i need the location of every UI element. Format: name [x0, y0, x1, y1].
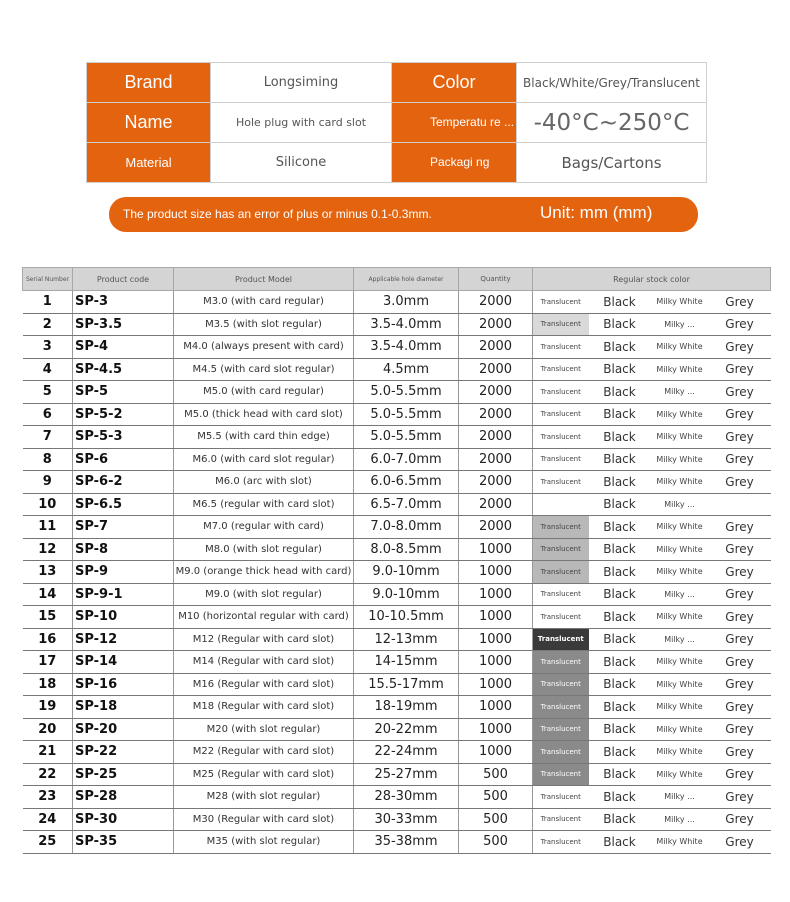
translucent-color-cell: Translucent: [533, 651, 589, 674]
translucent-color-cell: Translucent: [533, 718, 589, 741]
product-model-cell: M22 (Regular with card slot): [174, 741, 354, 764]
black-color-cell: Black: [589, 516, 651, 539]
serial-number-cell: 19: [23, 696, 73, 719]
product-code-cell: SP-28: [73, 786, 174, 809]
milky-white-color-cell: Milky White: [651, 561, 709, 584]
table-row: [23, 403, 771, 426]
milky-white-color-cell: Milky White: [651, 336, 709, 359]
hole-diameter-cell: 9.0-10mm: [354, 561, 459, 584]
product-code-cell: SP-5-2: [73, 403, 174, 426]
product-model-cell: M6.0 (arc with slot): [174, 471, 354, 494]
milky-white-color-cell: Milky White: [651, 403, 709, 426]
product-model-cell: M7.0 (regular with card): [174, 516, 354, 539]
grey-color-cell: Grey: [709, 448, 771, 471]
quantity-cell: 1000: [459, 718, 533, 741]
serial-number-cell: 14: [23, 583, 73, 606]
stock-color-header: Regular stock color: [533, 268, 771, 291]
black-color-cell: Black: [589, 831, 651, 854]
quantity-cell: 1000: [459, 673, 533, 696]
product-model-cell: M5.5 (with card thin edge): [174, 426, 354, 449]
product-code-cell: SP-4: [73, 336, 174, 359]
grey-color-cell: Grey: [709, 606, 771, 629]
milky-white-color-cell: Milky White: [651, 831, 709, 854]
product-model-cell: M12 (Regular with card slot): [174, 628, 354, 651]
quantity-cell: 2000: [459, 426, 533, 449]
grey-color-cell: Grey: [709, 313, 771, 336]
milky-white-color-cell: Milky White: [651, 538, 709, 561]
milky-white-color-cell: Milky White: [651, 696, 709, 719]
quantity-cell: 1000: [459, 696, 533, 719]
hole-diameter-cell: 12-13mm: [354, 628, 459, 651]
quantity-cell: 1000: [459, 538, 533, 561]
product-model-cell: M6.0 (with card slot regular): [174, 448, 354, 471]
product-code-cell: SP-25: [73, 763, 174, 786]
table-row: [23, 516, 771, 539]
milky-white-color-cell: Milky ...: [651, 786, 709, 809]
hole-diameter-cell: 8.0-8.5mm: [354, 538, 459, 561]
translucent-color-cell: Translucent: [533, 448, 589, 471]
table-row: [23, 718, 771, 741]
product-model-cell: M5.0 (thick head with card slot): [174, 403, 354, 426]
black-color-cell: Black: [589, 336, 651, 359]
unit-note: Unit: mm (mm): [540, 203, 653, 222]
product-code-cell: SP-3: [73, 291, 174, 314]
translucent-color-cell: Translucent: [533, 673, 589, 696]
name-value: Hole plug with card slot: [211, 103, 392, 143]
product-code-cell: SP-18: [73, 696, 174, 719]
black-color-cell: Black: [589, 403, 651, 426]
hole-diameter-cell: 14-15mm: [354, 651, 459, 674]
grey-color-cell: Grey: [709, 696, 771, 719]
grey-color-cell: Grey: [709, 786, 771, 809]
black-color-cell: Black: [589, 696, 651, 719]
serial-number-cell: 8: [23, 448, 73, 471]
milky-white-color-cell: Milky ...: [651, 381, 709, 404]
translucent-color-cell: Translucent: [533, 403, 589, 426]
hole-diameter-cell: 3.0mm: [354, 291, 459, 314]
grey-color-cell: Grey: [709, 426, 771, 449]
milky-white-color-cell: Milky ...: [651, 313, 709, 336]
size-notice-banner: [109, 197, 698, 232]
serial-number-cell: 23: [23, 786, 73, 809]
table-row: [23, 426, 771, 449]
grey-color-cell: Grey: [709, 471, 771, 494]
black-color-cell: Black: [589, 561, 651, 584]
grey-color-cell: Grey: [709, 516, 771, 539]
product-code-cell: SP-9: [73, 561, 174, 584]
milky-white-color-cell: Milky White: [651, 516, 709, 539]
milky-white-color-cell: Milky White: [651, 763, 709, 786]
milky-white-color-cell: Milky White: [651, 718, 709, 741]
serial-number-cell: 15: [23, 606, 73, 629]
hole-diameter-cell: 7.0-8.0mm: [354, 516, 459, 539]
quantity-cell: 2000: [459, 336, 533, 359]
serial-number-cell: 20: [23, 718, 73, 741]
quantity-cell: 2000: [459, 358, 533, 381]
translucent-color-cell: Translucent: [533, 313, 589, 336]
serial-number-cell: 2: [23, 313, 73, 336]
table-row: [23, 808, 771, 831]
translucent-color-cell: Translucent: [533, 336, 589, 359]
black-color-cell: Black: [589, 448, 651, 471]
product-code-cell: SP-9-1: [73, 583, 174, 606]
table-row: [23, 313, 771, 336]
serial-number-cell: 18: [23, 673, 73, 696]
translucent-color-cell: Translucent: [533, 426, 589, 449]
quantity-header: Quantity: [459, 268, 533, 291]
milky-white-color-cell: Milky White: [651, 606, 709, 629]
name-label: Name: [87, 103, 211, 143]
black-color-cell: Black: [589, 381, 651, 404]
product-model-cell: M9.0 (orange thick head with card): [174, 561, 354, 584]
serial-number-cell: 16: [23, 628, 73, 651]
product-code-cell: SP-6-2: [73, 471, 174, 494]
quantity-cell: 1000: [459, 583, 533, 606]
product-code-cell: SP-5: [73, 381, 174, 404]
black-color-cell: Black: [589, 651, 651, 674]
serial-number-cell: 1: [23, 291, 73, 314]
black-color-cell: Black: [589, 763, 651, 786]
grey-color-cell: Grey: [709, 628, 771, 651]
product-code-cell: SP-12: [73, 628, 174, 651]
hole-diameter-cell: 5.0-5.5mm: [354, 403, 459, 426]
quantity-cell: 2000: [459, 291, 533, 314]
translucent-color-cell: Translucent: [533, 606, 589, 629]
temperature-label: Temperatu re ...: [392, 103, 517, 143]
quantity-cell: 2000: [459, 403, 533, 426]
milky-white-color-cell: Milky White: [651, 358, 709, 381]
serial-number-cell: 24: [23, 808, 73, 831]
quantity-cell: 2000: [459, 493, 533, 516]
serial-number-cell: 10: [23, 493, 73, 516]
quantity-cell: 1000: [459, 561, 533, 584]
product-code-cell: SP-6.5: [73, 493, 174, 516]
serial-number-cell: 9: [23, 471, 73, 494]
black-color-cell: Black: [589, 493, 651, 516]
quantity-cell: 500: [459, 786, 533, 809]
quantity-cell: 1000: [459, 741, 533, 764]
milky-white-color-cell: Milky ...: [651, 493, 709, 516]
table-row: [23, 493, 771, 516]
serial-number-header: Serial Number: [23, 268, 73, 291]
product-code-cell: SP-20: [73, 718, 174, 741]
translucent-color-cell: Translucent: [533, 561, 589, 584]
quantity-cell: 500: [459, 831, 533, 854]
black-color-cell: Black: [589, 606, 651, 629]
translucent-color-cell: [533, 493, 589, 516]
grey-color-cell: [709, 493, 771, 516]
product-code-cell: SP-35: [73, 831, 174, 854]
table-row: [23, 538, 771, 561]
product-code-cell: SP-10: [73, 606, 174, 629]
color-value: Black/White/Grey/Translucent: [517, 63, 707, 103]
hole-diameter-cell: 6.0-6.5mm: [354, 471, 459, 494]
black-color-cell: Black: [589, 426, 651, 449]
material-value: Silicone: [211, 143, 392, 183]
product-code-cell: SP-30: [73, 808, 174, 831]
milky-white-color-cell: Milky White: [651, 673, 709, 696]
product-code-header: Product code: [73, 268, 174, 291]
hole-diameter-cell: 6.0-7.0mm: [354, 448, 459, 471]
table-row: [23, 358, 771, 381]
hole-diameter-cell: 15.5-17mm: [354, 673, 459, 696]
product-model-cell: M14 (Regular with card slot): [174, 651, 354, 674]
product-model-cell: M35 (with slot regular): [174, 831, 354, 854]
grey-color-cell: Grey: [709, 561, 771, 584]
black-color-cell: Black: [589, 291, 651, 314]
product-model-cell: M18 (Regular with card slot): [174, 696, 354, 719]
table-row: [23, 381, 771, 404]
product-code-cell: SP-4.5: [73, 358, 174, 381]
table-row: [23, 831, 771, 854]
black-color-cell: Black: [589, 583, 651, 606]
product-model-cell: M10 (horizontal regular with card): [174, 606, 354, 629]
brand-label: Brand: [87, 63, 211, 103]
serial-number-cell: 11: [23, 516, 73, 539]
grey-color-cell: Grey: [709, 741, 771, 764]
black-color-cell: Black: [589, 718, 651, 741]
table-row: [23, 696, 771, 719]
table-row: [23, 583, 771, 606]
black-color-cell: Black: [589, 628, 651, 651]
table-row: [23, 606, 771, 629]
product-model-header: Product Model: [174, 268, 354, 291]
translucent-color-cell: Translucent: [533, 516, 589, 539]
translucent-color-cell: Translucent: [533, 831, 589, 854]
product-model-cell: M5.0 (with card regular): [174, 381, 354, 404]
serial-number-cell: 4: [23, 358, 73, 381]
serial-number-cell: 12: [23, 538, 73, 561]
grey-color-cell: Grey: [709, 291, 771, 314]
table-row: [23, 471, 771, 494]
spec-table: [86, 62, 707, 183]
material-label: Material: [87, 143, 211, 183]
product-model-cell: M25 (Regular with card slot): [174, 763, 354, 786]
product-model-cell: M3.0 (with card regular): [174, 291, 354, 314]
product-table: [22, 267, 771, 854]
product-code-cell: SP-22: [73, 741, 174, 764]
product-code-cell: SP-14: [73, 651, 174, 674]
product-model-cell: M28 (with slot regular): [174, 786, 354, 809]
table-row: [23, 291, 771, 314]
product-code-cell: SP-16: [73, 673, 174, 696]
hole-diameter-cell: 18-19mm: [354, 696, 459, 719]
error-note: The product size has an error of plus or minus 0.1-0.3mm.: [123, 207, 432, 221]
hole-diameter-cell: 20-22mm: [354, 718, 459, 741]
translucent-color-cell: Translucent: [533, 538, 589, 561]
grey-color-cell: Grey: [709, 831, 771, 854]
product-model-cell: M4.5 (with card slot regular): [174, 358, 354, 381]
quantity-cell: 2000: [459, 313, 533, 336]
packaging-label: Packagi ng: [392, 143, 517, 183]
serial-number-cell: 22: [23, 763, 73, 786]
product-code-cell: SP-3.5: [73, 313, 174, 336]
grey-color-cell: Grey: [709, 651, 771, 674]
serial-number-cell: 13: [23, 561, 73, 584]
product-model-cell: M3.5 (with slot regular): [174, 313, 354, 336]
hole-diameter-cell: 22-24mm: [354, 741, 459, 764]
milky-white-color-cell: Milky ...: [651, 808, 709, 831]
hole-diameter-cell: 3.5-4.0mm: [354, 313, 459, 336]
product-code-cell: SP-6: [73, 448, 174, 471]
hole-diameter-cell: 9.0-10mm: [354, 583, 459, 606]
serial-number-cell: 5: [23, 381, 73, 404]
hole-diameter-cell: 6.5-7.0mm: [354, 493, 459, 516]
brand-value: Longsiming: [211, 63, 392, 103]
product-model-cell: M30 (Regular with card slot): [174, 808, 354, 831]
serial-number-cell: 25: [23, 831, 73, 854]
quantity-cell: 2000: [459, 471, 533, 494]
quantity-cell: 500: [459, 763, 533, 786]
serial-number-cell: 17: [23, 651, 73, 674]
milky-white-color-cell: Milky ...: [651, 583, 709, 606]
grey-color-cell: Grey: [709, 763, 771, 786]
milky-white-color-cell: Milky White: [651, 426, 709, 449]
packaging-value: Bags/Cartons: [517, 143, 707, 183]
table-row: [23, 448, 771, 471]
translucent-color-cell: Translucent: [533, 381, 589, 404]
milky-white-color-cell: Milky White: [651, 471, 709, 494]
product-model-cell: M8.0 (with slot regular): [174, 538, 354, 561]
quantity-cell: 2000: [459, 516, 533, 539]
quantity-cell: 1000: [459, 628, 533, 651]
product-model-cell: M4.0 (always present with card): [174, 336, 354, 359]
table-row: [23, 786, 771, 809]
hole-diameter-cell: 3.5-4.0mm: [354, 336, 459, 359]
black-color-cell: Black: [589, 313, 651, 336]
milky-white-color-cell: Milky White: [651, 291, 709, 314]
milky-white-color-cell: Milky ...: [651, 628, 709, 651]
hole-diameter-cell: 28-30mm: [354, 786, 459, 809]
product-code-cell: SP-8: [73, 538, 174, 561]
serial-number-cell: 21: [23, 741, 73, 764]
translucent-color-cell: Translucent: [533, 583, 589, 606]
translucent-color-cell: Translucent: [533, 471, 589, 494]
grey-color-cell: Grey: [709, 538, 771, 561]
translucent-color-cell: Translucent: [533, 741, 589, 764]
grey-color-cell: Grey: [709, 718, 771, 741]
product-model-cell: M20 (with slot regular): [174, 718, 354, 741]
black-color-cell: Black: [589, 538, 651, 561]
color-label: Color: [392, 63, 517, 103]
quantity-cell: 2000: [459, 381, 533, 404]
milky-white-color-cell: Milky White: [651, 741, 709, 764]
hole-diameter-cell: 35-38mm: [354, 831, 459, 854]
table-row: [23, 628, 771, 651]
table-row: [23, 673, 771, 696]
milky-white-color-cell: Milky White: [651, 651, 709, 674]
serial-number-cell: 3: [23, 336, 73, 359]
black-color-cell: Black: [589, 358, 651, 381]
hole-diameter-cell: 5.0-5.5mm: [354, 381, 459, 404]
serial-number-cell: 7: [23, 426, 73, 449]
hole-diameter-header: Applicable hole diameter: [354, 268, 459, 291]
quantity-cell: 2000: [459, 448, 533, 471]
product-code-cell: SP-5-3: [73, 426, 174, 449]
translucent-color-cell: Translucent: [533, 628, 589, 651]
product-model-cell: M6.5 (regular with card slot): [174, 493, 354, 516]
quantity-cell: 1000: [459, 606, 533, 629]
grey-color-cell: Grey: [709, 403, 771, 426]
table-row: [23, 741, 771, 764]
translucent-color-cell: Translucent: [533, 291, 589, 314]
product-model-cell: M16 (Regular with card slot): [174, 673, 354, 696]
hole-diameter-cell: 10-10.5mm: [354, 606, 459, 629]
black-color-cell: Black: [589, 471, 651, 494]
hole-diameter-cell: 30-33mm: [354, 808, 459, 831]
grey-color-cell: Grey: [709, 358, 771, 381]
translucent-color-cell: Translucent: [533, 786, 589, 809]
translucent-color-cell: Translucent: [533, 763, 589, 786]
hole-diameter-cell: 5.0-5.5mm: [354, 426, 459, 449]
milky-white-color-cell: Milky White: [651, 448, 709, 471]
quantity-cell: 1000: [459, 651, 533, 674]
black-color-cell: Black: [589, 808, 651, 831]
grey-color-cell: Grey: [709, 673, 771, 696]
grey-color-cell: Grey: [709, 583, 771, 606]
table-row: [23, 763, 771, 786]
grey-color-cell: Grey: [709, 808, 771, 831]
table-row: [23, 561, 771, 584]
product-code-cell: SP-7: [73, 516, 174, 539]
translucent-color-cell: Translucent: [533, 358, 589, 381]
product-model-cell: M9.0 (with slot regular): [174, 583, 354, 606]
quantity-cell: 500: [459, 808, 533, 831]
table-row: [23, 336, 771, 359]
translucent-color-cell: Translucent: [533, 808, 589, 831]
grey-color-cell: Grey: [709, 381, 771, 404]
hole-diameter-cell: 4.5mm: [354, 358, 459, 381]
grey-color-cell: Grey: [709, 336, 771, 359]
table-row: [23, 651, 771, 674]
temperature-value: -40°C~250°C: [517, 103, 707, 143]
black-color-cell: Black: [589, 673, 651, 696]
black-color-cell: Black: [589, 741, 651, 764]
translucent-color-cell: Translucent: [533, 696, 589, 719]
hole-diameter-cell: 25-27mm: [354, 763, 459, 786]
black-color-cell: Black: [589, 786, 651, 809]
serial-number-cell: 6: [23, 403, 73, 426]
